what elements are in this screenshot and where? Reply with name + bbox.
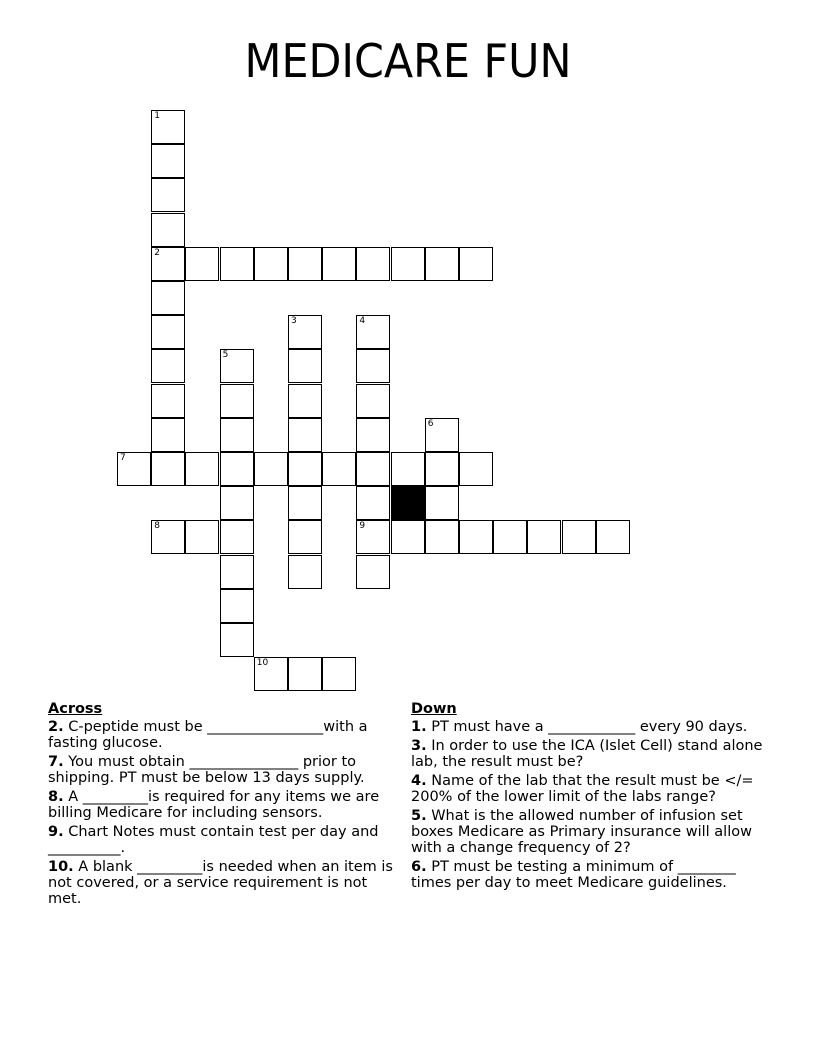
grid-cell[interactable] [288,315,322,349]
grid-cell[interactable] [220,418,254,452]
grid-cell[interactable] [220,384,254,418]
grid-cell[interactable] [288,520,322,554]
black-square [391,486,425,520]
clue-number: 9. [48,824,64,840]
grid-cell[interactable] [425,486,459,520]
grid-cell[interactable] [151,247,185,281]
grid-cell[interactable] [356,418,390,452]
clue-number: 5. [411,808,427,824]
grid-cell[interactable] [322,657,356,691]
grid-cell[interactable] [596,520,630,554]
cell-number: 7 [120,453,126,463]
grid-cell[interactable] [151,178,185,212]
grid-cell[interactable] [185,520,219,554]
grid-cell[interactable] [288,486,322,520]
clue-item [48,719,393,751]
cell-number: 6 [427,418,434,429]
grid-cell[interactable] [356,349,390,383]
clue-text: What is the allowed number of infusion set boxes Medicare as Primary insurance will allow with a change frequency of 2? [411,808,752,856]
clue-item [411,773,766,805]
grid-cell[interactable] [459,520,493,554]
grid-cell[interactable] [220,623,254,657]
grid-cell[interactable] [425,452,459,486]
grid-cell[interactable] [356,247,390,281]
clue-item [48,754,393,786]
clue-item [411,719,766,735]
grid-cell[interactable] [151,213,185,247]
across-clues [48,701,393,910]
clue-item [48,859,393,907]
grid-cell[interactable] [254,247,288,281]
grid-cell[interactable] [527,520,561,554]
clue-number: 6. [411,859,427,875]
grid-cell[interactable] [322,452,356,486]
grid-cell[interactable] [288,384,322,418]
grid-cell[interactable] [185,247,219,281]
grid-cell[interactable] [220,486,254,520]
clue-text: Name of the lab that the result must be </= 200% of the lower limit of the labs range? [411,773,754,805]
clue-text: PT must have a ____________ every 90 days. [426,719,748,735]
clue-number: 1. [411,719,427,735]
grid-cell[interactable] [562,520,596,554]
grid-cell[interactable] [288,452,322,486]
grid-cell[interactable] [220,555,254,589]
clue-item [48,789,393,821]
grid-cell[interactable] [151,110,185,144]
grid-cell[interactable] [425,418,459,452]
clue-text: PT must be testing a minimum of ________ times per day to meet Medicare guidelines. [411,859,736,891]
grid-cell[interactable] [356,384,390,418]
clue-text: You must obtain _______________ prior to shipping. PT must be below 13 days supply. [48,754,365,786]
grid-cell[interactable] [254,452,288,486]
grid-cell[interactable] [459,247,493,281]
grid-cell[interactable] [356,452,390,486]
grid-cell[interactable] [356,315,390,349]
grid-cell[interactable] [425,520,459,554]
grid-cell[interactable] [288,418,322,452]
cell-number: 8 [154,521,160,532]
grid-cell[interactable] [288,247,322,281]
grid-cell[interactable] [493,520,527,554]
grid-cell[interactable] [151,384,185,418]
down-clue-list [411,719,766,891]
grid-cell[interactable] [391,520,425,554]
grid-cell[interactable] [151,349,185,383]
cell-number: 9 [359,521,366,532]
clue-text: A _________is required for any items we are billing Medicare for including sensors. [48,789,380,821]
clue-item [411,808,766,856]
grid-cell[interactable] [151,520,185,554]
across-heading: Across [48,701,103,717]
grid-cell[interactable] [288,555,322,589]
clue-number: 8. [48,789,64,805]
grid-cell[interactable] [151,315,185,349]
grid-cell[interactable] [220,520,254,554]
across-clue-list [48,719,393,907]
grid-cell[interactable] [288,657,322,691]
down-clues [411,701,766,894]
cell-number: 1 [154,111,160,121]
grid-cell[interactable] [356,486,390,520]
grid-cell[interactable] [151,281,185,315]
cell-number: 4 [359,316,366,327]
grid-cell[interactable] [356,555,390,589]
grid-cell[interactable] [425,247,459,281]
cell-number: 10 [256,658,269,669]
clue-number: 4. [411,773,427,789]
down-heading: Down [411,701,457,717]
grid-cell[interactable] [322,247,356,281]
grid-cell[interactable] [391,452,425,486]
clue-item [411,738,766,770]
clue-text: C-peptide must be ________________with a fasting glucose. [48,719,368,751]
cell-number: 5 [222,350,229,361]
grid-cell[interactable] [185,452,219,486]
grid-cell[interactable] [288,349,322,383]
clue-number: 10. [48,859,74,875]
clue-text: Chart Notes must contain test per day and __________. [48,824,379,856]
grid-cell[interactable] [220,247,254,281]
cell-number: 3 [291,316,297,327]
cell-number: 2 [154,247,160,258]
puzzle-title: MEDICARE FUN [244,34,572,88]
grid-cell[interactable] [220,349,254,383]
clue-number: 7. [48,754,64,770]
grid-cell[interactable] [220,452,254,486]
grid-cell[interactable] [391,247,425,281]
clue-number: 3. [411,738,427,754]
grid-cell[interactable] [356,520,390,554]
clue-item [411,859,766,891]
clue-number: 2. [48,719,64,735]
grid-cell[interactable] [151,144,185,178]
clue-item [48,824,393,856]
grid-cell[interactable] [151,452,185,486]
grid-cell[interactable] [254,657,288,691]
clue-text: A blank _________is needed when an item is not covered, or a service requirement is not met. [48,859,393,907]
grid-cell[interactable] [459,452,493,486]
grid-cell[interactable] [151,418,185,452]
grid-cell[interactable] [117,452,151,486]
grid-cell[interactable] [220,589,254,623]
clue-text: In order to use the ICA (Islet Cell) stand alone lab, the result must be? [411,738,763,770]
